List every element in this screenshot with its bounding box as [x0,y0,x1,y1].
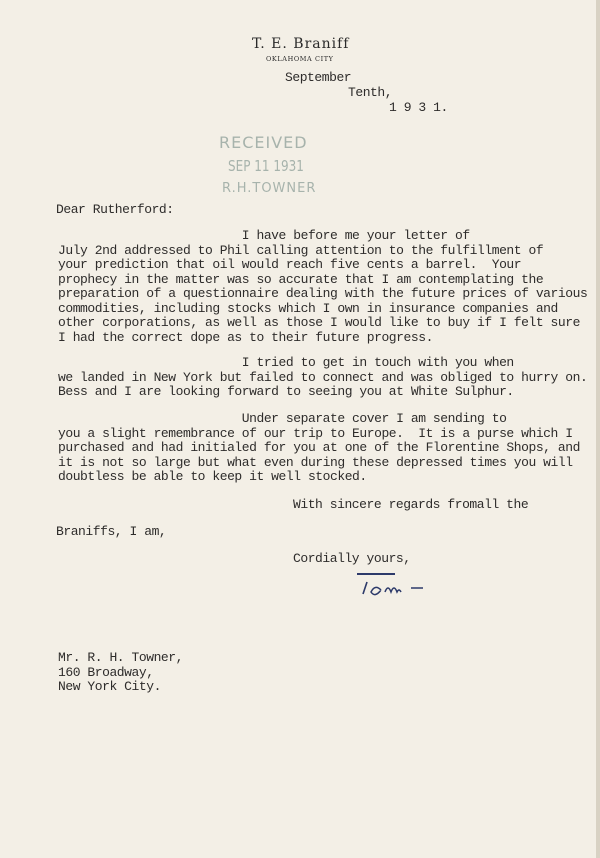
address-line: Mr. R. H. Towner, [58,650,183,665]
text-line: Bess and I are looking forward to seeing you at White Sulphur. [58,384,514,399]
closing-line-2: Braniffs, I am, [56,524,167,539]
text-line: purchased and had initialed for you at one of the Florentine Shops, and [58,440,580,455]
paragraph-3 [58,412,580,485]
received-stamp-name: R.H.TOWNER [222,181,317,196]
text-line: I have before me your letter of [58,228,470,243]
text-line: you a slight remembrance of our trip to Europe. It is a purse which I [58,425,573,441]
date-day: Tenth, [348,85,393,100]
signature [355,570,445,600]
text-line: I tried to get in touch with you when [58,355,514,370]
letterhead-name: T. E. Braniff [252,36,350,52]
text-line: July 2nd addressed to Phil calling attention to the fulfillment of [58,242,544,258]
received-stamp-date: SEP 11 1931 [228,157,304,175]
address-line: New York City. [58,679,161,694]
salutation: Dear Rutherford: [56,202,174,217]
received-stamp-line1: RECEIVED [219,133,308,152]
text-line: we landed in New York but failed to connect and was obliged to hurry on. [58,369,588,385]
closing-line-1: With sincere regards fromall the [293,497,529,512]
text-line: other corporations, as well as those I would like to buy if I felt sure [58,315,580,330]
date-year: 1 9 3 1. [389,100,448,115]
address-line: 160 Broadway, [58,664,154,680]
text-line: doubtless be able to keep it well stocked. [58,469,367,484]
recipient-address [58,651,183,695]
letterhead-city: OKLAHOMA CITY [266,55,334,63]
text-line: Under separate cover I am sending to [58,411,507,426]
text-line: commodities, including stocks which I own in insurance companies and [58,300,558,316]
text-line: it is not so large but what even during these depressed times you will [58,454,573,470]
text-line: prophecy in the matter was so accurate that I am contemplating the [58,271,544,287]
paragraph-2 [58,356,587,400]
text-line: I had the correct dope as to their future progress. [58,329,433,345]
text-line: your prediction that oil would reach five cents a barrel. Your [58,257,522,272]
text-line: preparation of a questionnaire dealing with the future prices of various [58,286,588,301]
paragraph-1 [58,229,587,345]
date-month: September [285,70,352,85]
complimentary-close: Cordially yours, [293,551,411,566]
